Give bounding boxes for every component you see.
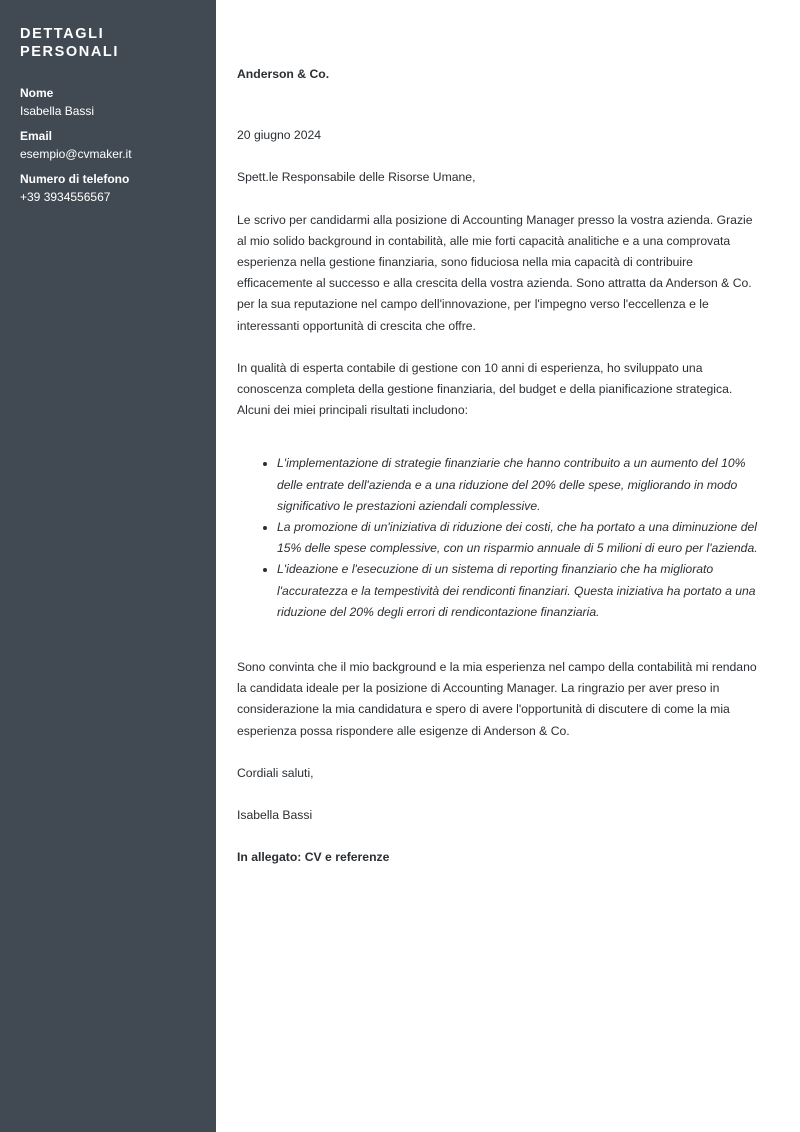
phone-value: +39 3934556567 [20, 190, 111, 204]
achievement-item: • L'ideazione e l'esecuzione di un sistema di reporting finanziario che ha migliorato l'accuratezza e la tempestività dei rendiconti finanziari. Questa iniziativa ha portato a una riduzione del 20% degli errori di rendicontazione finanziaria. [277, 559, 759, 623]
letter-date: 20 giugno 2024 [237, 128, 322, 143]
intro-paragraph: Le scrivo per candidarmi alla posizione di Accounting Manager presso la vostra azienda. Grazie al mio solido background in contabilità, alle mie forti capacità analitiche e a una comprovata esperienza nella gestione finanziaria, sono fiduciosa nella mia capacità di contribuire efficacemente al successo e alla crescita della vostra azienda. Sono attratta da Anderson & Co. per la sua reputazione nel campo dell'innovazione, per l'impegno verso l'eccellenza e le interessanti opportunità di crescita che offre. [237, 212, 753, 333]
achievements-list [237, 453, 759, 623]
email-value: esempio@cvmaker.it [20, 147, 132, 161]
recipient-company: Anderson & Co. [237, 67, 330, 81]
salutation: Spett.le Responsabile delle Risorse Umane, [237, 170, 476, 185]
name-label: Nome [20, 86, 54, 100]
closing-paragraph: Sono convinta che il mio background e la mia esperienza nel campo della contabilità mi rendano la candidata ideale per la posizione di Accounting Manager. La ringrazio per aver preso in considerazione la mia candidatura e spero di avere l'opportunità di discutere di come la mia esperienza possa rispondere alle esigenze di Anderson & Co. [237, 660, 757, 738]
name-field [20, 85, 196, 120]
email-label: Email [20, 129, 53, 143]
closing-regards: Cordiali saluti, [237, 765, 314, 780]
cover-letter-body [237, 64, 759, 868]
sidebar-personal-details [0, 0, 216, 1132]
phone-field [20, 171, 196, 206]
name-value: Isabella Bassi [20, 104, 95, 118]
phone-label: Numero di telefono [20, 172, 130, 186]
achievement-item: • L'implementazione di strategie finanziarie che hanno contribuito a un aumento del 10% delle entrate dell'azienda e a una riduzione del 20% delle spese, migliorando in modo significativo le prestazioni aziendali complessive. [277, 453, 759, 517]
attachment-note: In allegato: CV e referenze [237, 850, 390, 865]
email-field [20, 128, 196, 163]
achievement-item: • La promozione di un'iniziativa di riduzione dei costi, che ha portato a una diminuzione del 15% delle spese complessive, con un risparmio annuale di 5 milioni di euro per l'azienda. [277, 517, 759, 559]
sidebar-title: DETTAGLI PERSONALI [20, 26, 119, 60]
signature-name: Isabella Bassi [237, 808, 313, 823]
experience-paragraph: In qualità di esperta contabile di gestione con 10 anni di esperienza, ho sviluppato una conoscenza completa della gestione finanziaria, del budget e della pianificazione strategica. Alcuni dei miei principali risultati includono: [237, 360, 733, 418]
